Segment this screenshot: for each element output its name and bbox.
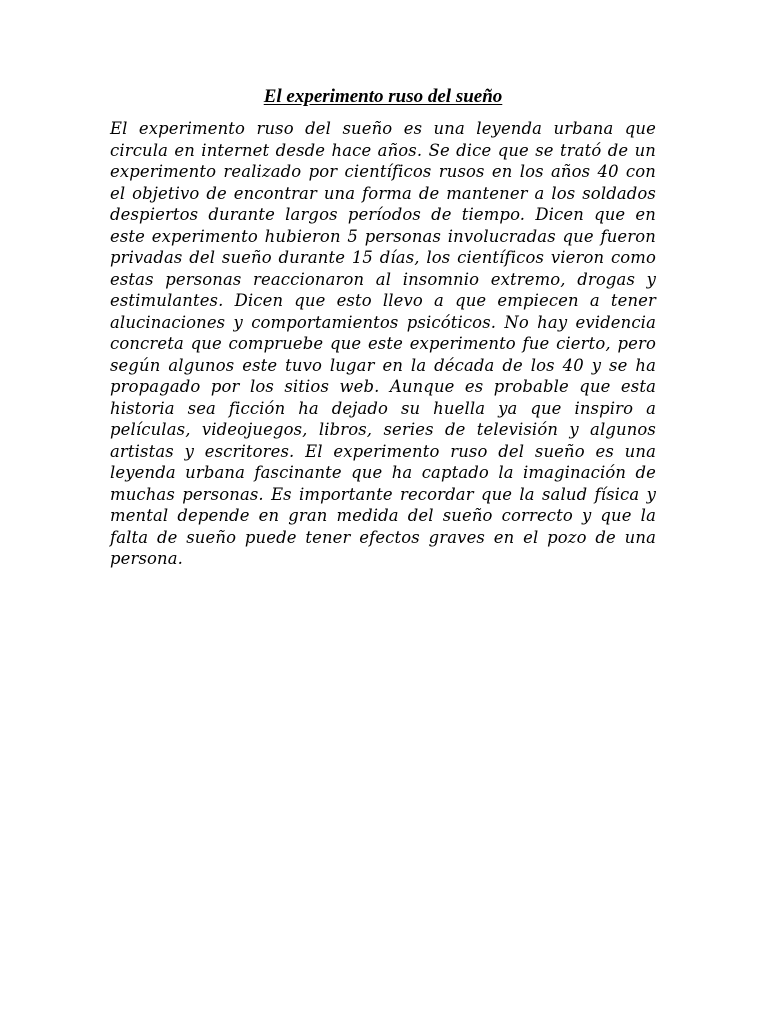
document-body-paragraph: El experimento ruso del sueño es una leyenda urbana que circula en internet desde hace años. Se dice que se trató de un experimento realizado por científicos rusos en los años 40 con el objetivo de encontrar una forma de mantener a los soldados despiertos durante largos períodos de tiempo. Dicen que en este experimento hubieron 5 personas involucradas que fueron privadas del sueño durante 15 días, los científicos vieron como estas personas reaccionaron al insomnio extremo, drogas y estimulantes. Dicen que esto llevo a que empiecen a tener alucinaciones y comportamientos psicóticos. No hay evidencia concreta que compruebe que este experimento fue cierto, pero según algunos este tuvo lugar en la década de los 40 y se ha propagado por los sitios web. Aunque es probable que esta historia sea ficción ha dejado su huella ya que inspiro a películas, videojuegos, libros, series de televisión y algunos artistas y escritores. El experimento ruso del sueño es una leyenda urbana fascinante que ha captado la imaginación de muchas personas. Es importante recordar que la salud física y mental depende en gran medida del sueño correcto y que la falta de sueño puede tener efectos graves en el pozo de una persona. xyxy=(110,119,656,568)
document-title: El experimento ruso del sueño xyxy=(263,86,503,107)
